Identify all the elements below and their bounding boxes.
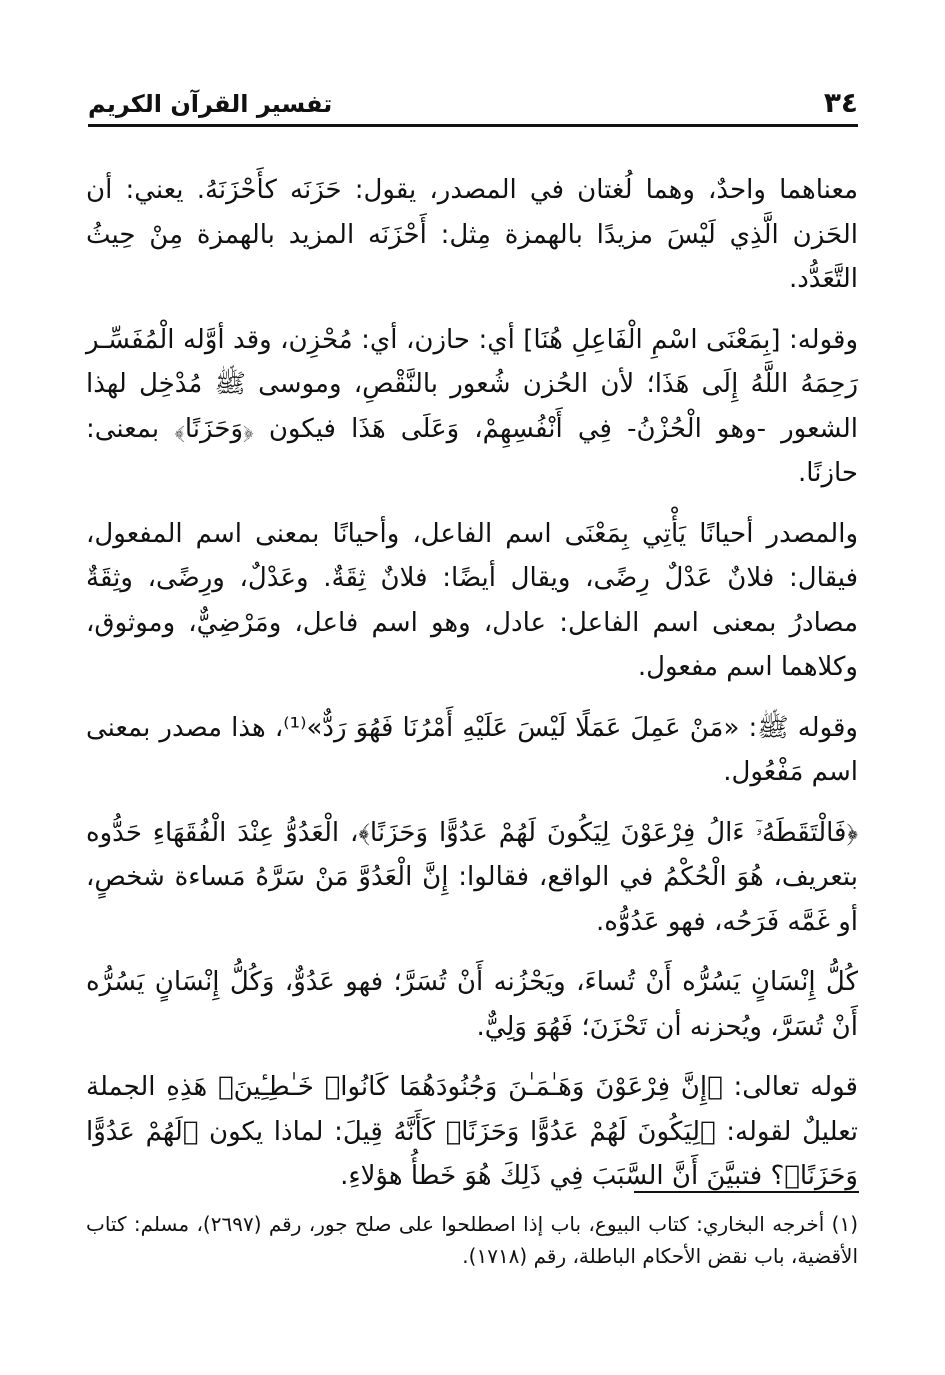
paragraph: كُلُّ إِنْسَانٍ يَسُرُّه أَنْ تُساءَ، ويَحْزُنه أَنْ تُسَرَّ؛ فهو عَدُوٌّ، وَكُلُّ إِنْسَانٍ يَسُرُّه أَنْ تُسَرَّ، ويُحزنه أن تَحْزَنَ؛ فَهُوَ وَلِيٌّ. bbox=[86, 967, 858, 1042]
paragraph: قوله تعالى: ﴿إِنَّ فِرْعَوْنَ وَهَـٰمَـٰنَ وَجُنُودَهُمَا كَانُوا۟ خَـٰطِـِٔينَ﴾ هَذِهِ الجملة تعليلٌ لقوله: ﴿لِيَكُونَ لَهُمْ عَدُوًّا وَحَزَنًا﴾ كَأَنَّهُ قِيلَ: لماذا يكون ﴿لَهُمْ عَدُوًّا وَحَزَنًا﴾؟ فتبيَّنَ أَنَّ السَّبَبَ فِي ذَلِكَ هُوَ خَطأُ هؤلاءِ. bbox=[86, 1072, 858, 1191]
page-number: ٣٤ bbox=[823, 86, 858, 119]
footnote: (١) أخرجه البخاري: كتاب البيوع، باب إذا اصطلحوا على صلح جور، رقم (٢٦٩٧)، مسلم: كتاب الأقضية، باب نقض الأحكام الباطلة، رقم (١٧١٨). bbox=[86, 1212, 858, 1268]
paragraph: معناهما واحدٌ، وهما لُغتان في المصدر، يقول: حَزَنَه كأَحْزَنَهُ. يعني: أن الحَزن الَّذِي لَيْسَ مزيدًا بالهمزة مِثل: أَحْزَنَه المزيد بالهمزة مِنْ حِيثُ التَّعَدُّد. bbox=[86, 175, 858, 294]
footnote-divider bbox=[634, 1191, 859, 1193]
footnotes bbox=[86, 1208, 858, 1272]
paragraph: وقوله ﷺ: «مَنْ عَمِلَ عَمَلًا لَيْسَ عَلَيْهِ أَمْرُنَا فَهُوَ رَدٌّ»⁽¹⁾، هذا مصدر بمعنى اسم مَفْعُول. bbox=[86, 712, 858, 787]
book-title: تفسير القرآن الكريم bbox=[88, 90, 333, 118]
paragraph: وقوله: [بِمَعْنَى اسْمِ الْفَاعِلِ هُنَا] أي: حازن، أي: مُحْزِن، وقد أوَّله الْمُفَسِّـر رَحِمَهُ اللَّهُ إِلَى هَذَا؛ لأن الحُزن شُعور بالنَّقْصِ، وموسى ﷺ مُدْخِل لهذا الشعور -وهو الْحُزْنُ- فِي أَنْفُسِهِمْ، وَعَلَى هَذَا فيكون ﴿وَحَزَنًا﴾ بمعنى: حازنًا. bbox=[86, 324, 858, 488]
page-header bbox=[88, 84, 858, 128]
header-divider bbox=[88, 124, 858, 127]
main-text bbox=[86, 168, 858, 1215]
paragraph: ﴿فَالْتَقَطَهُۥٓ ءَالُ فِرْعَوْنَ لِيَكُونَ لَهُمْ عَدُوًّا وَحَزَنًا﴾، الْعَدُوُّ عِنْدَ الْفُقَهَاءِ حَدُّوه بتعريف، هُوَ الْحُكْمُ في الواقع، فقالوا: إِنَّ الْعَدُوَّ مَنْ سَرَّهُ مَساءة شخصٍ، أو غَمَّه فَرَحُه، فهو عَدُوُّه. bbox=[86, 817, 858, 937]
paragraph: والمصدر أحيانًا يَأْتِي بِمَعْنَى اسم الفاعل، وأحيانًا بمعنى اسم المفعول، فيقال: فلانٌ عَدْلٌ رِضًى، ويقال أيضًا: فلانٌ ثِقَةٌ. وعَدْلٌ، ورِضًى، وثِقَةٌ مصادرُ بمعنى اسم الفاعل: عادل، وهو اسم فاعل، ومَرْضِيٌّ، وموثوق، وكلاهما اسم مفعول. bbox=[86, 518, 858, 682]
